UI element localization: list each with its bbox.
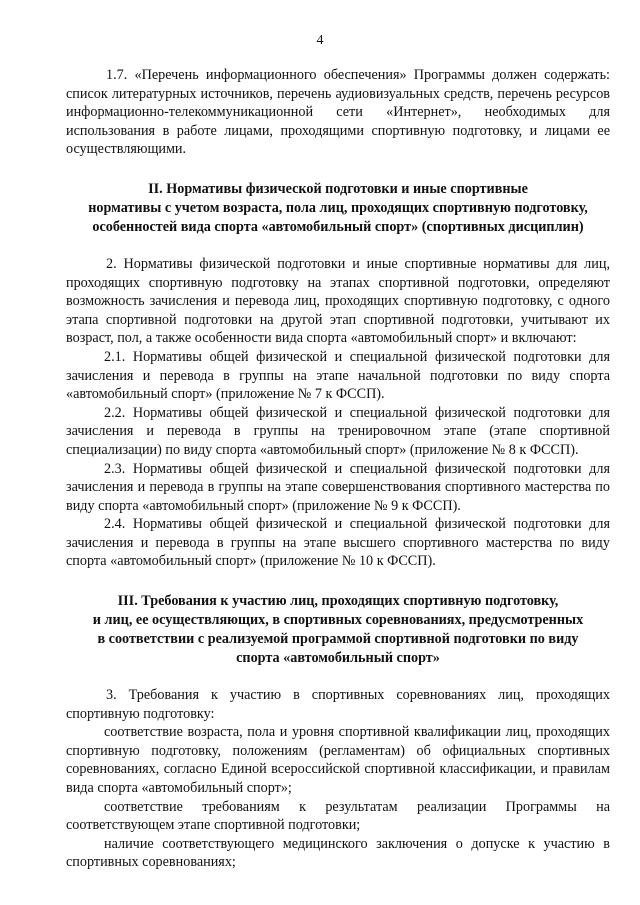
section-3-heading-line-1: III. Требования к участию лиц, проходящих спортивную подготовку, xyxy=(117,593,559,610)
section-3-heading xyxy=(66,592,610,668)
document-body xyxy=(66,66,610,872)
section-3-heading-line-4: спорта «автомобильный спорт» xyxy=(236,650,440,667)
paragraph-1-7: 1.7. «Перечень информационного обеспечения» Программы должен содержать: список литературных источников, перечень аудиовизуальных средств, перечень ресурсов информационно-телекоммуникационной сети «Интернет», необходимых для использования в работе лицами, проходящими спортивную подготовку, и лицами ее осуществляющими. xyxy=(66,67,610,158)
section-3-heading-line-2: и лиц, ее осуществляющих, в спортивных соревнованиях, предусмотренных xyxy=(92,612,584,629)
paragraph-3: 3. Требования к участию в спортивных соревнованиях лиц, проходящих спортивную подготовку: xyxy=(66,687,610,722)
requirement-item: соответствие требованиям к результатам реализации Программы на соответствующем этапе спортивной подготовки; xyxy=(66,798,610,834)
paragraph-2-4: 2.4. Нормативы общей физической и специальной физической подготовки для зачисления и перевода в группы на этапе высшего спортивного мастерства по виду спорта «автомобильный спорт» (приложение № 10 к ФССП). xyxy=(66,516,610,570)
requirement-item: соответствие возраста, пола и уровня спортивной квалификации лиц, проходящих спортивную подготовку, положениям (регламентам) об официальных спортивных соревнованиях, согласно Единой всероссийской спортивной классификации, и правилам вида спорта «автомобильный спорт»; xyxy=(66,724,610,797)
section-2-heading xyxy=(66,180,610,237)
paragraph-2: 2. Нормативы физической подготовки и иные спортивные нормативы для лиц, проходящих спортивную подготовку на этапах спортивной подготовки, определяют возможность зачисления и перевода лиц, проходящих спортивную подготовку, с одного этапа спортивной подготовки на другой этап спортивной подготовки, учитывают их возраст, пол, а также особенности вида спорта «автомобильный спорт» и включают: xyxy=(66,255,610,347)
paragraph-2-3: 2.3. Нормативы общей физической и специальной физической подготовки для зачисления и перевода в группы на этапе совершенствования спортивного мастерства по виду спорта «автомобильный спорт» (приложение № 9 к ФССП). xyxy=(66,460,610,514)
section-2-heading-line-1: II. Нормативы физической подготовки и иные спортивные xyxy=(148,180,528,197)
paragraph-2-1: 2.1. Нормативы общей физической и специальной физической подготовки для зачисления и перевода в группы на этапе начальной подготовки по виду спорта «автомобильный спорт» (приложение № 7 к ФССП). xyxy=(66,348,610,403)
requirement-item: наличие соответствующего медицинского заключения о допуске к участию в спортивных соревнованиях; xyxy=(66,835,610,871)
section-2-heading-line-2: нормативы с учетом возраста, пола лиц, проходящих спортивную подготовку, xyxy=(88,199,588,216)
section-2-heading-line-3: особенностей вида спорта «автомобильный спорт» (спортивных дисциплин) xyxy=(92,218,584,235)
section-3-heading-line-3: в соответствии с реализуемой программой спортивной подготовки по виду xyxy=(97,631,579,648)
paragraph-2-2: 2.2. Нормативы общей физической и специальной физической подготовки для зачисления и перевода в группы на тренировочном этапе (этапе спортивной специализации) по виду спорта «автомобильный спорт» (приложение № 8 к ФССП). xyxy=(66,404,610,458)
page-number: 4 xyxy=(316,33,324,48)
